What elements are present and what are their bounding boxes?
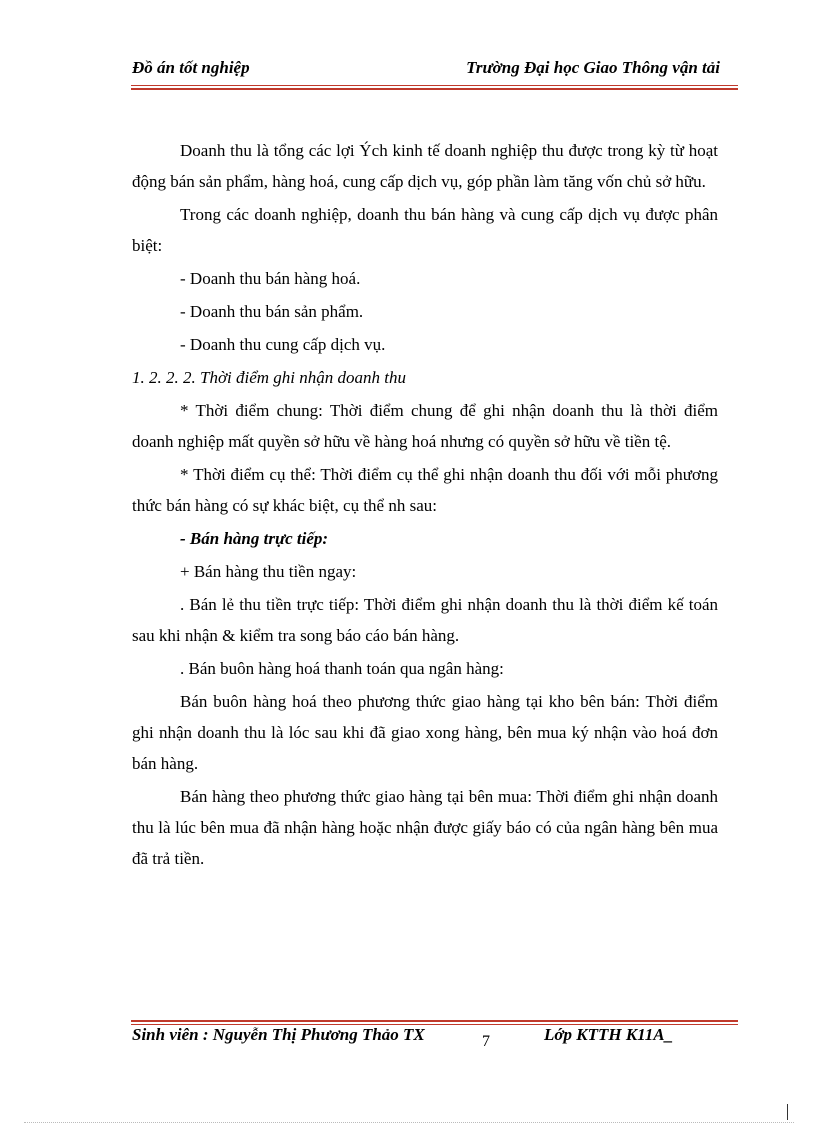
footer-student: Sinh viên : Nguyễn Thị Phương Thảo TX <box>132 1025 425 1044</box>
footer-rule-top <box>131 1020 738 1022</box>
paragraph: Trong các doanh nghiệp, doanh thu bán hàng và cung cấp dịch vụ được phân biệt: <box>132 205 718 255</box>
paragraph: * Thời điểm cụ thể: Thời điểm cụ thể ghi nhận doanh thu đối với mỗi phương thức bán hàng có sự khác biệt, cụ thể nh sau: <box>132 465 718 515</box>
subheading: - Bán hàng trực tiếp: <box>180 529 329 548</box>
page-number: 7 <box>482 1033 490 1050</box>
list-item: - Doanh thu cung cấp dịch vụ. <box>180 335 386 354</box>
footer-class: Lớp KTTH K11A_ <box>544 1025 674 1044</box>
list-item: . Bán buôn hàng hoá thanh toán qua ngân hàng: <box>180 659 504 678</box>
page-header <box>132 58 720 80</box>
paragraph: * Thời điểm chung: Thời điểm chung để ghi nhận doanh thu là thời điểm doanh nghiệp mất quyền sở hữu về hàng hoá nhưng có quyền sở hữu về tiền tệ. <box>132 401 718 451</box>
header-rule-top <box>131 85 738 86</box>
paragraph: Doanh thu là tổng các lợi Ých kinh tế doanh nghiệp thu được trong kỳ từ hoạt động bán sản phẩm, hàng hoá, cung cấp dịch vụ, góp phần làm tăng vốn chủ sở hữu. <box>132 141 718 191</box>
list-item: - Doanh thu bán sản phẩm. <box>180 302 364 321</box>
paragraph: . Bán lẻ thu tiền trực tiếp: Thời điểm ghi nhận doanh thu là thời điểm kế toán sau khi nhận & kiểm tra song báo cáo bán hàng. <box>132 595 718 645</box>
page-corner-mark <box>787 1104 788 1120</box>
paragraph: Bán buôn hàng hoá theo phương thức giao hàng tại kho bên bán: Thời điểm ghi nhận doanh thu là lóc sau khi đã giao xong hàng, bên mua ký nhận vào hoá đơn bán hàng. <box>132 692 718 773</box>
header-rule-bottom <box>131 88 738 90</box>
header-right: Trường Đại học Giao Thông vận tải <box>466 58 720 77</box>
list-item: - Doanh thu bán hàng hoá. <box>180 269 361 288</box>
paragraph: Bán hàng theo phương thức giao hàng tại bên mua: Thời điểm ghi nhận doanh thu là lúc bên mua đã nhận hàng hoặc nhận được giấy báo có của ngân hàng bên mua đã trả tiền. <box>132 787 718 868</box>
header-left: Đồ án tốt nghiệp <box>132 58 250 77</box>
section-heading: 1. 2. 2. 2. Thời điểm ghi nhận doanh thu <box>132 368 406 387</box>
list-item: + Bán hàng thu tiền ngay: <box>180 562 357 581</box>
document-body <box>132 135 718 876</box>
